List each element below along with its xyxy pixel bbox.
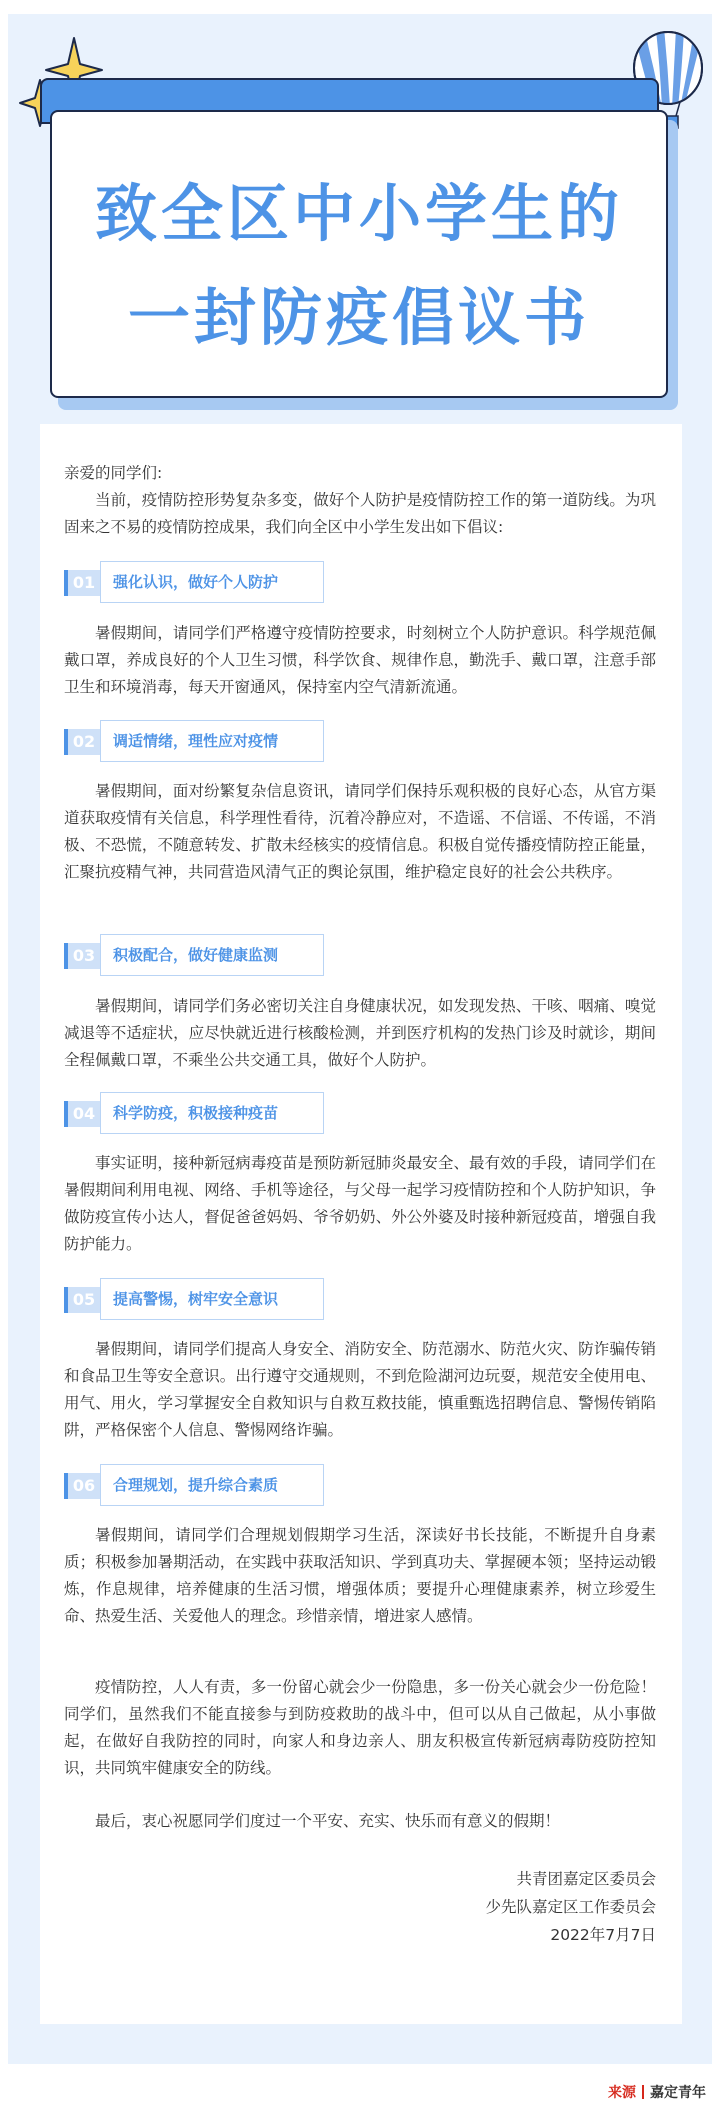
source-label: 来源	[608, 2085, 636, 2101]
source-name: 嘉定青年	[650, 2085, 706, 2101]
closing-wish: 最后，衷心祝愿同学们度过一个平安、充实、快乐而有意义的假期！	[95, 1812, 561, 1830]
section-title: 调适情绪，理性应对疫情	[113, 732, 279, 750]
letter-body	[40, 424, 682, 2024]
source-divider	[642, 2085, 644, 2099]
section-number: 06	[64, 1473, 100, 1499]
section-title-box	[100, 1464, 324, 1506]
section-number: 04	[64, 1101, 100, 1127]
section-number: 05	[64, 1287, 100, 1313]
section-body-06: 暑假期间，请同学们合理规划假期学习生活，深读好书长技能，不断提升自身素质；积极参加暑期活动，在实践中获取活知识、学到真功夫、掌握硬本领；坚持运动锻炼，作息规律，培养健康的生活习惯，增强体质；要提升心理健康素养，树立珍爱生命、热爱生活、关爱他人的理念。珍惜亲情，增进家人感情。	[64, 1526, 656, 1625]
section-heading-06	[64, 1464, 324, 1506]
section-title: 提高警惕，树牢安全意识	[113, 1290, 279, 1308]
source-credit	[608, 2082, 706, 2102]
section-title: 强化认识，做好个人防护	[113, 573, 279, 591]
section-title-box	[100, 934, 324, 976]
intro-paragraph: 当前，疫情防控形势复杂多变，做好个人防护是疫情防控工作的第一道防线。为巩固来之不易的疫情防控成果，我们向全区中小学生发出如下倡议:	[64, 491, 656, 536]
section-title-box	[100, 561, 324, 603]
section-heading-03	[64, 934, 324, 976]
header-card	[50, 110, 668, 398]
section-body-05: 暑假期间，请同学们提高人身安全、消防安全、防范溺水、防范火灾、防诈骗传销和食品卫生等安全意识。出行遵守交通规则，不到危险湖河边玩耍，规范安全使用电、用气、用火，学习掌握安全自救知识与自救互救技能，慎重甄选招聘信息、警惕传销陷阱，严格保密个人信息、警惕网络诈骗。	[64, 1340, 656, 1439]
section-body-03: 暑假期间，请同学们务必密切关注自身健康状况，如发现发热、干咳、咽痛、嗅觉减退等不适症状，应尽快就近进行核酸检测，并到医疗机构的发热门诊及时就诊，期间全程佩戴口罩，不乘坐公共交通工具，做好个人防护。	[64, 997, 656, 1069]
greeting: 亲爱的同学们:	[64, 464, 163, 482]
section-number: 02	[64, 729, 100, 755]
section-title-box	[100, 720, 324, 762]
page-title-line-1: 致全区中小学生的	[94, 177, 623, 250]
section-title: 积极配合，做好健康监测	[113, 946, 279, 964]
signature-date: 2022年7月7日	[550, 1926, 656, 1944]
section-body-04: 事实证明，接种新冠病毒疫苗是预防新冠肺炎最安全、最有效的手段，请同学们在暑假期间利用电视、网络、手机等途径，与父母一起学习疫情防控和个人防护知识，争做防疫宣传小达人，督促爸爸妈妈、爷爷奶奶、外公外婆及时接种新冠疫苗，增强自我防护能力。	[64, 1154, 656, 1253]
section-heading-04	[64, 1092, 324, 1134]
section-heading-05	[64, 1278, 324, 1320]
section-title: 科学防疫，积极接种疫苗	[113, 1104, 279, 1122]
section-number: 01	[64, 570, 100, 596]
closing-paragraph: 疫情防控，人人有责，多一份留心就会少一份隐患，多一份关心就会少一份危险！同学们，虽然我们不能直接参与到防疫救助的战斗中，但可以从自己做起，从小事做起，在做好自我防控的同时，向家人和身边亲人、朋友积极宣传新冠病毒防疫防控知识，共同筑牢健康安全的防线。	[64, 1678, 656, 1777]
section-title-box	[100, 1278, 324, 1320]
section-title: 合理规划，提升综合素质	[113, 1476, 279, 1494]
section-number: 03	[64, 943, 100, 969]
signature-org-2: 少先队嘉定区工作委员会	[485, 1898, 656, 1916]
section-title-box	[100, 1092, 324, 1134]
section-body-01: 暑假期间，请同学们严格遵守疫情防控要求，时刻树立个人防护意识。科学规范佩戴口罩，养成良好的个人卫生习惯，科学饮食、规律作息，勤洗手、戴口罩，注意手部卫生和环境消毒，每天开窗通风，保持室内空气清新流通。	[64, 624, 656, 696]
section-heading-02	[64, 720, 324, 762]
page-title-line-2: 一封防疫倡议书	[127, 281, 590, 354]
signature-org-1: 共青团嘉定区委员会	[516, 1870, 656, 1888]
section-heading-01	[64, 561, 324, 603]
section-body-02: 暑假期间，面对纷繁复杂信息资讯，请同学们保持乐观积极的良好心态，从官方渠道获取疫情有关信息，科学理性看待，沉着冷静应对，不造谣、不信谣、不传谣，不消极、不恐慌，不随意转发、扩散未经核实的疫情信息。积极自觉传播疫情防控正能量，汇聚抗疫精气神，共同营造风清气正的舆论氛围，维护稳定良好的社会公共秩序。	[64, 782, 656, 881]
